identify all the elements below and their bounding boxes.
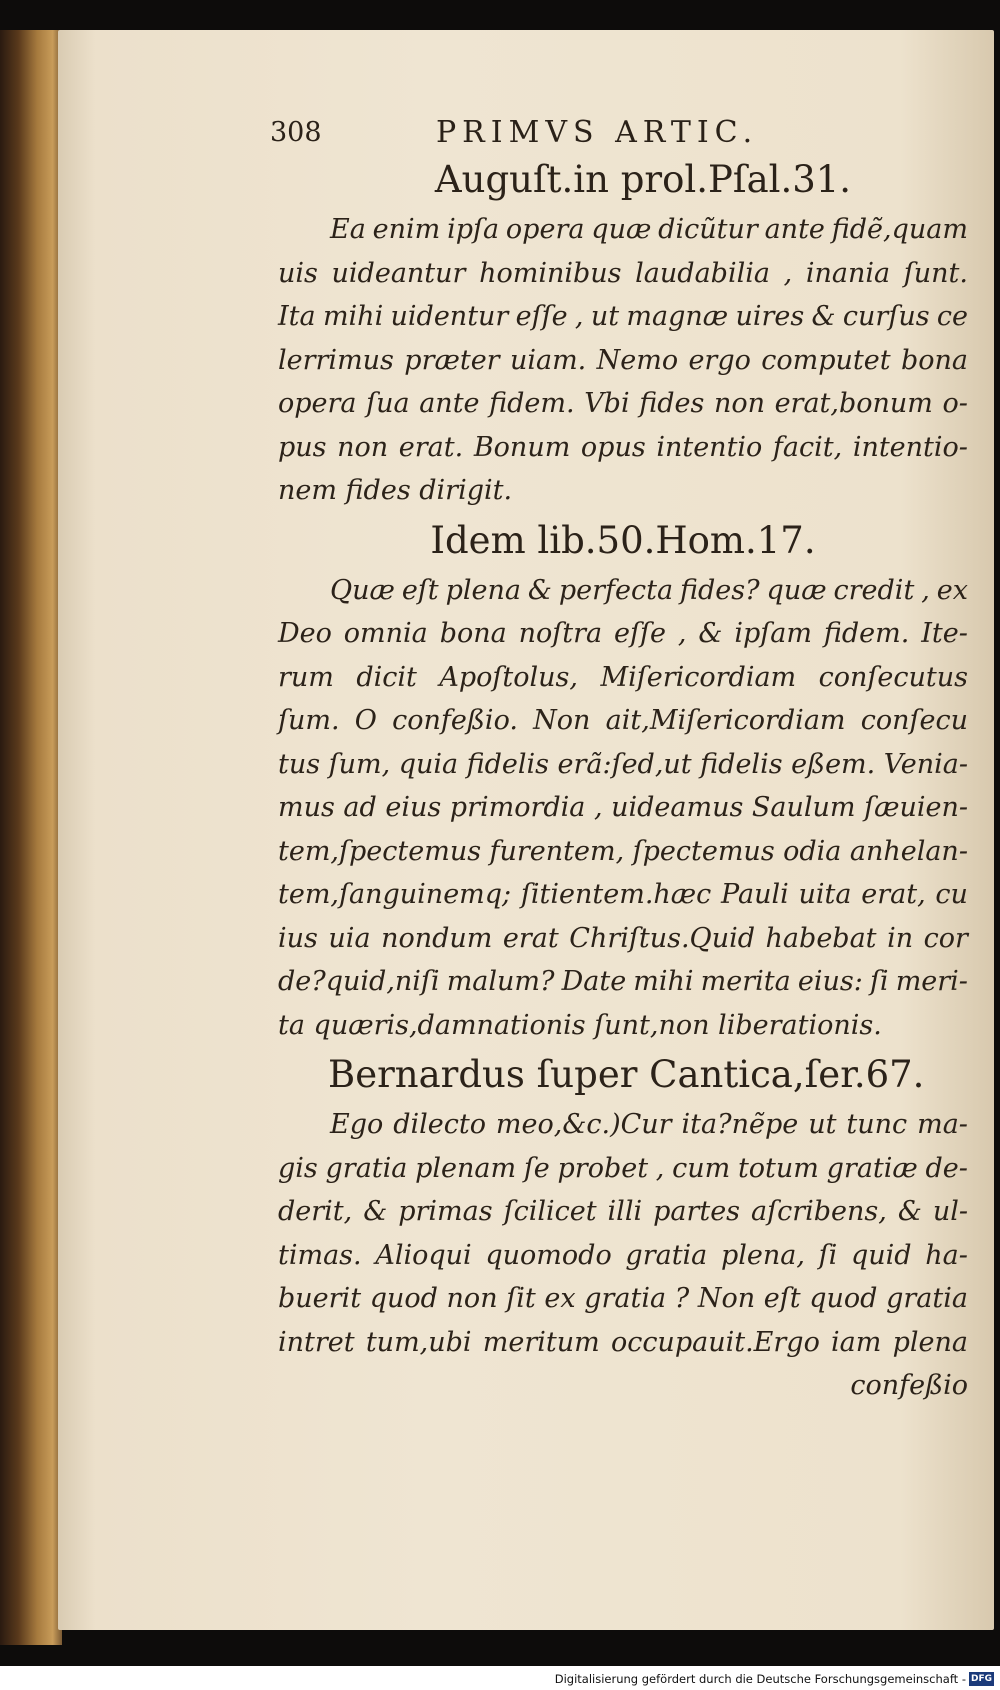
funding-credit: Digitalisierung gefördert durch die Deutsche Forschungsgemeinschaft -	[554, 1672, 966, 1686]
text-line: Ea enim ipſa opera quæ dicũtur ante fidẽ,quam	[330, 214, 968, 245]
section-body	[278, 569, 968, 1048]
section-heading: Auguſt.in prol.Pſal.31.	[434, 158, 852, 201]
text-line: uis uideantur hominibus laudabilia , inania ſunt.	[278, 257, 968, 289]
page-number: 308	[270, 117, 322, 148]
section-heading: Bernardus ſuper Cantica,ſer.67.	[328, 1053, 925, 1096]
section-body	[278, 208, 968, 513]
text-line: mus ad eius primordia , uideamus Saulum ſæuien-	[278, 792, 968, 823]
text-line: lerrimus præter uiam. Nemo ergo computet bona	[278, 344, 968, 376]
book-spine-edge	[0, 30, 62, 1645]
text-line: opera ſua ante fidem. Vbi fides non erat,bonum o-	[278, 388, 968, 419]
text-line: intret tum,ubi meritum occupauit.Ergo iam plena	[278, 1326, 968, 1358]
running-head	[270, 115, 790, 155]
text-line: buerit quod non ſit ex gratia ? Non eſt quod gratia	[278, 1283, 968, 1314]
running-head-title: PRIMVS ARTIC.	[436, 115, 759, 150]
dfg-logo: DFG	[970, 1674, 992, 1684]
text-line: Ego dilecto meo,&c.)Cur ita?nẽpe ut tunc ma-	[330, 1109, 968, 1140]
footer-bar	[0, 1666, 1000, 1690]
text-line: ta quæris,damnationis ſunt,non liberationis.	[278, 1009, 882, 1041]
text-line: tem,ſanguinemq; ſitientem.hæc Pauli uita erat, cu	[278, 879, 968, 910]
text-line: Ita mihi uidentur eſſe , ut magnæ uires & curſus ce	[278, 301, 968, 332]
text-line: ius uia nondum erat Chriſtus.Quid habebat in cor	[278, 922, 968, 954]
catchword: confeßio	[850, 1370, 968, 1401]
text-line: gis gratia plenam ſe probet , cum totum gratiæ de-	[278, 1152, 968, 1184]
text-line: nem fides dirigit.	[278, 475, 513, 506]
page-text-block	[278, 152, 968, 1408]
text-line: tem,ſpectemus furentem, ſpectemus odia anhelan-	[278, 835, 968, 867]
text-line: ſum. O confeßio. Non ait,Miſericordiam conſecu	[278, 705, 968, 736]
text-line: tus ſum, quia fidelis erã:ſed,ut fidelis eßem. Venia-	[278, 748, 968, 780]
section-body	[278, 1103, 968, 1364]
text-line: timas. Alioqui quomodo gratia plena, ſi quid ha-	[278, 1239, 968, 1271]
text-line: pus non erat. Bonum opus intentio facit, intentio-	[278, 431, 968, 463]
text-line: Quæ eſt plena & perfecta fides? quæ credit , ex	[330, 574, 968, 606]
section-heading: Idem lib.50.Hom.17.	[430, 518, 816, 562]
text-line: rum dicit Apoſtolus, Miſericordiam conſecutus	[278, 661, 968, 693]
text-line: derit, & primas ſcilicet illi partes aſcribens, & ul-	[278, 1196, 968, 1227]
text-line: de?quid,niſi malum? Date mihi merita eius: ſi meri-	[278, 966, 968, 997]
text-line: Deo omnia bona noſtra eſſe , & ipſam fidem. Ite-	[278, 618, 968, 649]
